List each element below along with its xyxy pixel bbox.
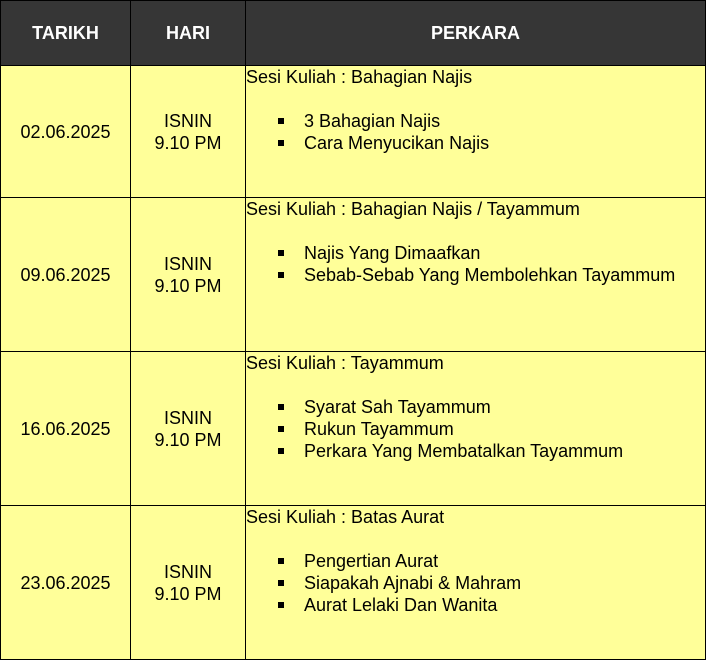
list-item (246, 550, 705, 572)
subject-cell (246, 66, 706, 198)
day-label: ISNIN (163, 407, 212, 428)
list-item (246, 110, 705, 132)
date-cell: 02.06.2025 (1, 66, 131, 198)
list-item (246, 132, 705, 154)
topic-text: Perkara Yang Membatalkan Tayammum (304, 441, 624, 461)
day-cell (131, 352, 246, 506)
time-label: 9.10 PM (154, 132, 222, 153)
session-title: Sesi Kuliah : Bahagian Najis (246, 67, 473, 87)
header-row (1, 1, 706, 66)
date-cell: 23.06.2025 (1, 506, 131, 660)
square-bullet-icon (278, 272, 284, 278)
date-cell: 16.06.2025 (1, 352, 131, 506)
topic-text: Syarat Sah Tayammum (304, 397, 491, 417)
square-bullet-icon (278, 448, 284, 454)
day-label: ISNIN (163, 110, 212, 131)
topic-text: Pengertian Aurat (304, 551, 439, 571)
square-bullet-icon (278, 404, 284, 410)
list-item (246, 264, 705, 286)
list-item (246, 396, 705, 418)
topic-text: Sebab-Sebab Yang Membolehkan Tayammum (304, 265, 676, 285)
topic-text: Aurat Lelaki Dan Wanita (304, 595, 498, 615)
day-cell (131, 198, 246, 352)
session-title: Sesi Kuliah : Tayammum (246, 353, 444, 373)
square-bullet-icon (278, 250, 284, 256)
table-row (1, 198, 706, 352)
table-row (1, 506, 706, 660)
topic-text: 3 Bahagian Najis (304, 111, 441, 131)
day-cell (131, 506, 246, 660)
time-label: 9.10 PM (154, 583, 222, 604)
list-item (246, 594, 705, 616)
list-item (246, 242, 705, 264)
square-bullet-icon (278, 558, 284, 564)
list-item (246, 418, 705, 440)
topic-text: Cara Menyucikan Najis (304, 133, 490, 153)
header-day: HARI (131, 1, 246, 66)
day-label: ISNIN (163, 561, 212, 582)
subject-cell (246, 352, 706, 506)
time-label: 9.10 PM (154, 429, 222, 450)
table-row (1, 352, 706, 506)
square-bullet-icon (278, 140, 284, 146)
subject-cell (246, 506, 706, 660)
header-subject: PERKARA (246, 1, 706, 66)
topic-text: Siapakah Ajnabi & Mahram (304, 573, 522, 593)
square-bullet-icon (278, 118, 284, 124)
list-item (246, 440, 705, 462)
header-date: TARIKH (1, 1, 131, 66)
time-label: 9.10 PM (154, 275, 222, 296)
topic-text: Rukun Tayammum (304, 419, 454, 439)
topic-list (246, 110, 705, 154)
subject-cell (246, 198, 706, 352)
topic-list (246, 396, 705, 462)
topic-text: Najis Yang Dimaafkan (304, 243, 481, 263)
list-item (246, 572, 705, 594)
square-bullet-icon (278, 426, 284, 432)
day-cell (131, 66, 246, 198)
topic-list (246, 242, 705, 286)
session-title: Sesi Kuliah : Bahagian Najis / Tayammum (246, 199, 580, 219)
day-label: ISNIN (163, 253, 212, 274)
session-title: Sesi Kuliah : Batas Aurat (246, 507, 445, 527)
table-row (1, 66, 706, 198)
square-bullet-icon (278, 580, 284, 586)
topic-list (246, 550, 705, 616)
square-bullet-icon (278, 602, 284, 608)
date-cell: 09.06.2025 (1, 198, 131, 352)
